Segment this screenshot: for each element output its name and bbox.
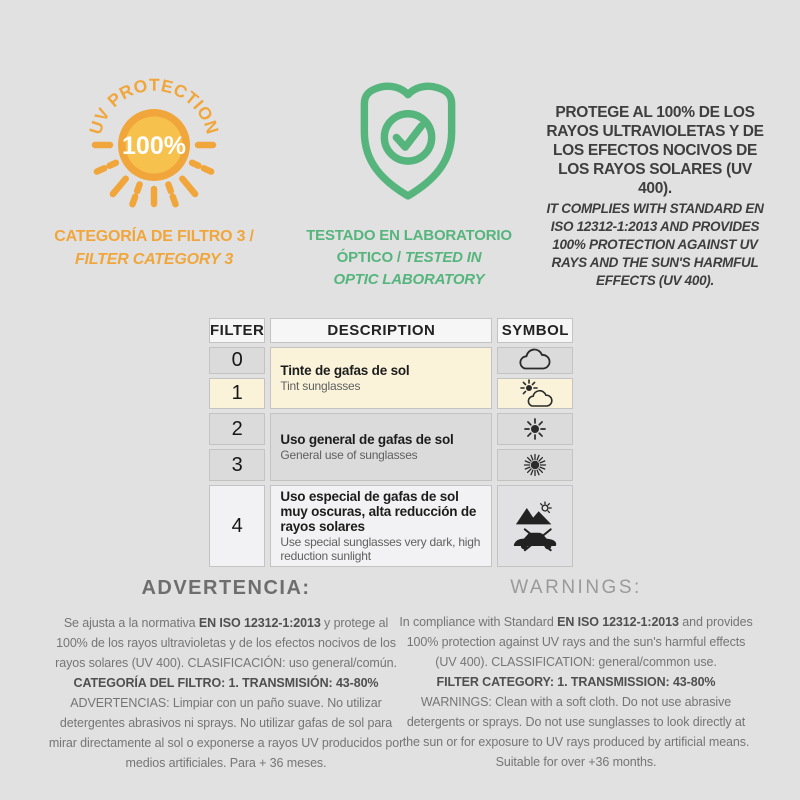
column-header-description: DESCRIPTION — [270, 318, 492, 343]
table-row-filter-2 — [209, 413, 573, 445]
protection-note — [541, 103, 769, 290]
description-special-use — [270, 485, 492, 567]
uv-protection-sun-icon — [44, 43, 264, 253]
filter-number-3: 3 — [209, 449, 265, 481]
filter-number-2: 2 — [209, 413, 265, 445]
description-secondary: General use of sunglasses — [280, 448, 418, 462]
no-driving-car-icon — [511, 528, 559, 552]
filter-number-1: 1 — [209, 378, 265, 409]
filter-number-4: 4 — [209, 485, 265, 567]
warnings-english-p1: In compliance with Standard EN ISO 12312-1:2013 and provides 100% protection against UV rays and the sun's harmful effects (UV 400). CLASSIFICATION: general/common use. — [399, 615, 753, 669]
description-primary: Uso especial de gafas de sol muy oscuras, alta reducción de rayos solares — [280, 489, 477, 534]
filter-category-caption-es: CATEGORÍA DE FILTRO 3 / — [54, 228, 254, 245]
warnings-spanish-p1: Se ajusta a la normativa EN ISO 12312-1:2013 y protege al 100% de los rayos ultravioletas y de los efectos nocivos de los rayos solares (UV 400). CLASIFICACIÓN: uso general/común. — [55, 616, 397, 670]
warnings-english-p3: WARNINGS: Clean with a soft cloth. Do not use abrasive detergents or sprays. Do not use sunglasses to look directly at the sun or for exposure to UV rays produced by artificial means. Suitable for over +36 months. — [402, 695, 750, 769]
lab-tested-caption-line2: ÓPTICO / TESTED IN — [336, 249, 482, 266]
filter-category-caption — [24, 225, 284, 271]
protection-note-spanish: PROTEGE AL 100% DE LOS RAYOS ULTRAVIOLETAS Y DE LOS EFECTOS NOCIVOS DE LOS RAYOS SOLARES (UV 400). — [546, 104, 764, 197]
symbol-cell-1 — [497, 378, 573, 409]
warnings-english-section — [398, 577, 754, 772]
sun-behind-cloud-icon — [516, 379, 554, 408]
description-secondary: Tint sunglasses — [280, 379, 361, 393]
table-row-filter-0 — [209, 347, 573, 374]
warnings-spanish-body — [48, 613, 404, 773]
warnings-spanish-category-line: CATEGORÍA DEL FILTRO: 1. TRANSMISIÓN: 43-80% — [73, 676, 379, 690]
description-general-use — [270, 413, 492, 481]
table-row-filter-4 — [209, 485, 573, 567]
column-header-symbol: SYMBOL — [497, 318, 573, 343]
sun-icon — [520, 414, 550, 444]
lab-tested-caption-line3: OPTIC LABORATORY — [333, 271, 485, 288]
lab-tested-caption-line1: TESTADO EN LABORATORIO — [306, 227, 512, 244]
filter-number-0: 0 — [209, 347, 265, 374]
warnings-english-body — [398, 612, 754, 772]
protection-note-english: IT COMPLIES WITH STANDARD EN ISO 12312-1:2013 AND PROVIDES 100% PROTECTION AGAINST UV RAYS AND THE SUN'S HARMFUL EFFECTS (UV 400). — [546, 201, 764, 288]
column-header-filter: FILTER — [209, 318, 265, 343]
uv-protection-arc-label: UV PROTECTION — [85, 74, 223, 137]
warnings-english-heading: WARNINGS: — [510, 577, 642, 598]
lab-tested-caption — [296, 225, 522, 291]
description-primary: Tinte de gafas de sol — [280, 363, 410, 378]
warnings-spanish-heading: ADVERTENCIA: — [141, 577, 311, 599]
table-header-row — [209, 318, 573, 343]
filter-category-caption-en: FILTER CATEGORY 3 — [74, 251, 234, 268]
filter-category-table — [204, 314, 578, 571]
cloud-icon — [516, 348, 554, 373]
symbol-cell-2 — [497, 413, 573, 445]
symbol-cell-4 — [497, 485, 573, 567]
mountains-sun-icon — [515, 501, 555, 526]
bright-sun-icon — [520, 450, 550, 480]
description-primary: Uso general de gafas de sol — [280, 432, 454, 447]
warnings-spanish-p3: ADVERTENCIAS: Limpiar con un paño suave. No utilizar detergentes abrasivos ni sprays. No utilizar gafas de sol para mirar directamente al sol o exponerse a rayos UV producidos por medios artificiales. Para + 36 meses. — [48, 696, 404, 770]
description-tint-sunglasses — [270, 347, 492, 409]
symbol-cell-0 — [497, 347, 573, 374]
shield-check-icon — [352, 78, 464, 208]
warnings-spanish-section — [48, 577, 404, 773]
warnings-english-category-line: FILTER CATEGORY: 1. TRANSMISSION: 43-80% — [436, 675, 716, 689]
uv-100-percent-label: 100% — [122, 132, 186, 160]
symbol-cell-3 — [497, 449, 573, 481]
description-secondary: Use special sunglasses very dark, high reduction sunlight — [280, 535, 481, 563]
